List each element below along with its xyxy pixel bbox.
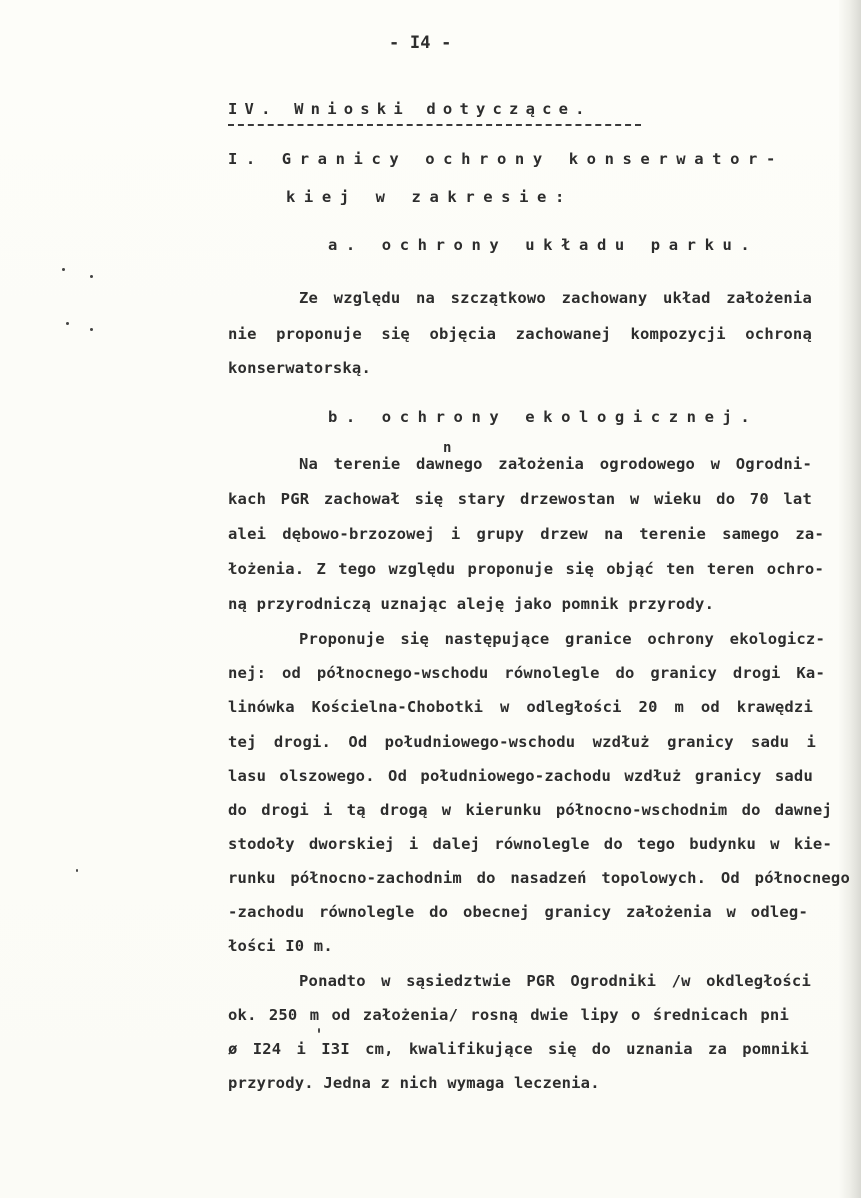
section-title-line-1: I. Granicy ochrony konserwator- (228, 150, 784, 168)
para-b2-line-2: nej: od północnego-wschodu równolegle do granicy drogi Ka- (228, 664, 825, 682)
para-b2-line-9: -zachodu równolegle do obecnej granicy założenia w odleg- (228, 903, 808, 921)
section-title-line-2: kiej w zakresie: (286, 188, 573, 206)
para-b2-line-8: runku północno-zachodnim do nasadzeń topolowych. Od północnego (228, 869, 850, 887)
section-heading: IV. Wnioski dotyczące. (228, 100, 592, 118)
scan-speck (318, 1028, 320, 1033)
subsection-b-title: b. ochrony ekologicznej. (328, 408, 759, 426)
para-b1-line-2: kach PGR zachował się stary drzewostan w wieku do 70 lat (228, 490, 812, 508)
para-b2-line-10: łości I0 m. (228, 937, 333, 955)
para-b2-line-3: linówka Kościelna-Chobotki w odległości 20 m od krawędzi (228, 698, 813, 716)
scan-speck (76, 869, 78, 872)
para-a-line-3: konserwatorską. (228, 359, 371, 377)
scan-edge (839, 0, 861, 1198)
para-b1-line-3: alei dębowo-brzozowej i grupy drzew na terenie samego za- (228, 525, 824, 543)
scan-speck (90, 328, 93, 331)
para-b2-line-5: lasu olszowego. Od południowego-zachodu wzdłuż granicy sadu (228, 767, 813, 785)
para-b2-line-4: tej drogi. Od południowego-wschodu wzdłuż granicy sadu i (228, 733, 816, 751)
page-number: - I4 - (389, 33, 452, 53)
scan-speck (62, 268, 65, 271)
para-b1-line-5: ną przyrodniczą uznając aleję jako pomnik przyrody. (228, 595, 715, 613)
para-a-line-1: Ze względu na szczątkowo zachowany układ założenia (299, 289, 812, 307)
para-b3-line-2: ok. 250 m od założenia/ rosną dwie lipy o średnicach pni (228, 1006, 789, 1024)
scan-speck (90, 275, 93, 278)
scan-speck (66, 322, 69, 325)
para-b3-line-1: Ponadto w sąsiedztwie PGR Ogrodniki /w okdległości (299, 972, 811, 990)
para-b1-line-1: Na terenie dawnego założenia ogrodowego w Ogrodni- (299, 455, 812, 473)
para-b1-line-4: łożenia. Z tego względu proponuje się objąć ten teren ochro- (228, 560, 824, 578)
heading-underline (228, 124, 641, 126)
subsection-a-title: a. ochrony układu parku. (328, 236, 759, 254)
para-b2-line-1: Proponuje się następujące granice ochrony ekologicz- (299, 630, 825, 648)
para-a-line-2: nie proponuje się objęcia zachowanej kompozycji ochroną (228, 325, 812, 343)
handwritten-correction: n (443, 440, 452, 456)
para-b2-line-7: stodoły dworskiej i dalej równolegle do tego budynku w kie- (228, 835, 832, 853)
para-b3-line-4: przyrody. Jedna z nich wymaga leczenia. (228, 1074, 600, 1092)
para-b3-line-3: ø I24 i I3I cm, kwalifikujące się do uznania za pomniki (228, 1040, 809, 1058)
para-b2-line-6: do drogi i tą drogą w kierunku północno-wschodnim do dawnej (228, 801, 832, 819)
